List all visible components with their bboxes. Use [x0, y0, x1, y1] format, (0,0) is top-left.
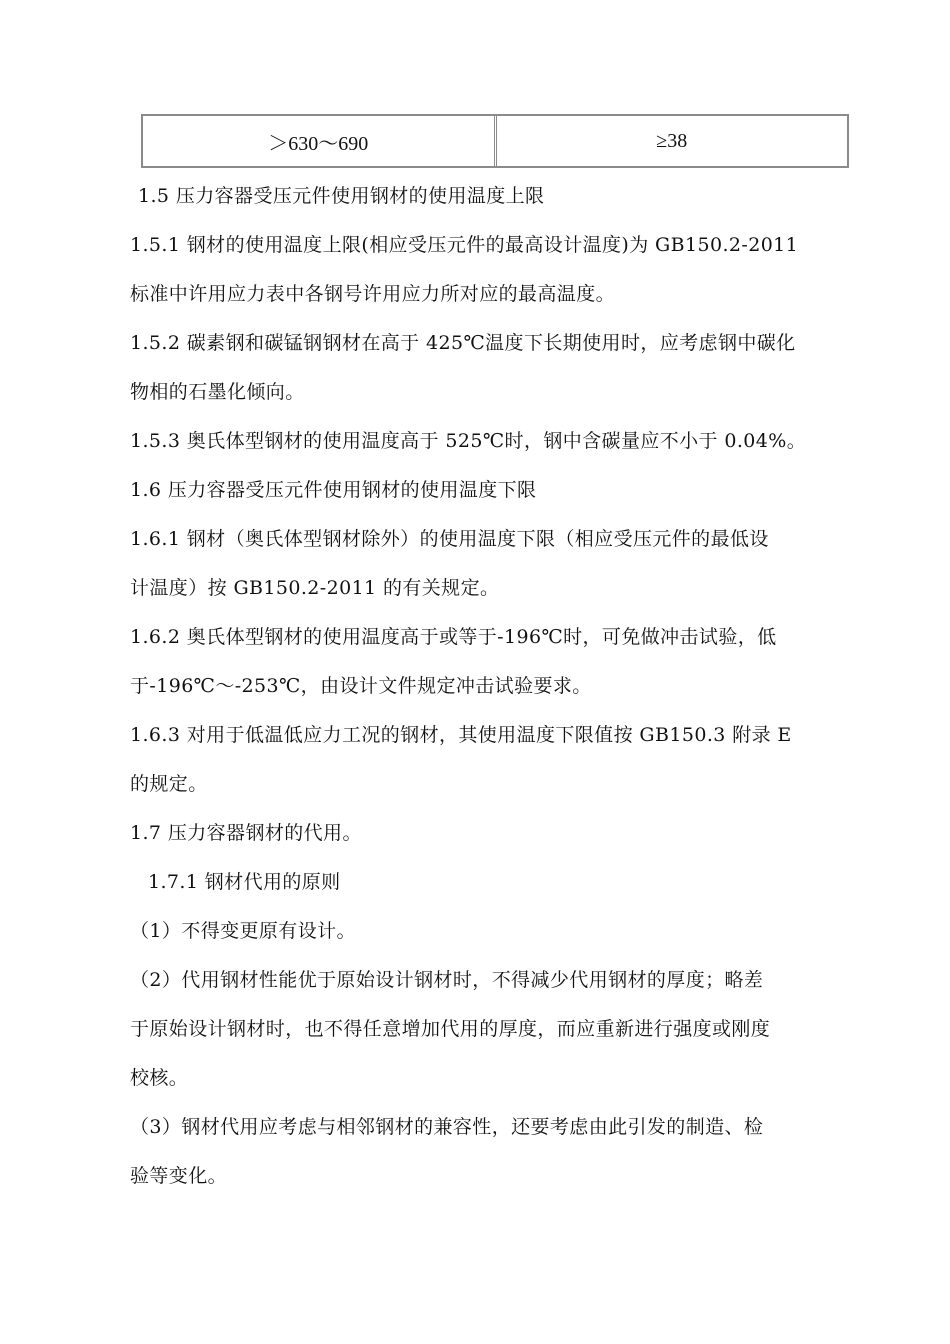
section-heading-1-6: 1.6 压力容器受压元件使用钢材的使用温度下限 — [130, 479, 537, 501]
table-cell-elongation: ≥38 — [656, 129, 688, 152]
paragraph-line: 1.5.3 奥氏体型钢材的使用温度高于 525℃时，钢中含碳量应不小于 0.04%。 — [130, 430, 807, 452]
body-text — [130, 172, 865, 1201]
paragraph-line: 标准中许用应力表中各钢号许用应力所对应的最高温度。 — [130, 283, 616, 305]
paragraph-line: 计温度）按 GB150.2-2011 的有关规定。 — [130, 577, 500, 599]
section-heading-1-7: 1.7 压力容器钢材的代用。 — [130, 822, 362, 844]
paragraph-line: 1.6.2 奥氏体型钢材的使用温度高于或等于-196℃时，可免做冲击试验，低 — [130, 626, 777, 648]
paragraph-line: 校核。 — [130, 1067, 189, 1089]
paragraph-line: 验等变化。 — [130, 1165, 228, 1187]
paragraph-line: 于-196℃～-253℃，由设计文件规定冲击试验要求。 — [130, 675, 592, 697]
list-item: （3）钢材代用应考虑与相邻钢材的兼容性，还要考虑由此引发的制造、检 — [130, 1116, 764, 1138]
subsection-heading-1-7-1: 1.7.1 钢材代用的原则 — [148, 871, 341, 893]
section-heading-1-5: 1.5 压力容器受压元件使用钢材的使用温度上限 — [138, 185, 545, 207]
table-cell-strength-range: ＞630～690 — [143, 116, 497, 166]
list-item: （1）不得变更原有设计。 — [130, 920, 356, 942]
paragraph-line: 1.6.1 钢材（奥氏体型钢材除外）的使用温度下限（相应受压元件的最低设 — [130, 528, 769, 550]
data-table — [141, 114, 849, 168]
paragraph-line: 物相的石墨化倾向。 — [130, 381, 305, 403]
paragraph-line: 的规定。 — [130, 773, 208, 795]
paragraph-line: 1.5.2 碳素钢和碳锰钢钢材在高于 425℃温度下长期使用时，应考虑钢中碳化 — [130, 332, 796, 354]
paragraph-line: 1.6.3 对用于低温低应力工况的钢材，其使用温度下限值按 GB150.3 附录 E — [130, 724, 792, 746]
paragraph-line: 1.5.1 钢材的使用温度上限(相应受压元件的最高设计温度)为 GB150.2-2011 — [130, 234, 799, 256]
paragraph-line: 于原始设计钢材时，也不得任意增加代用的厚度，而应重新进行强度或刚度 — [130, 1018, 771, 1040]
list-item: （2）代用钢材性能优于原始设计钢材时，不得减少代用钢材的厚度；略差 — [130, 969, 764, 991]
